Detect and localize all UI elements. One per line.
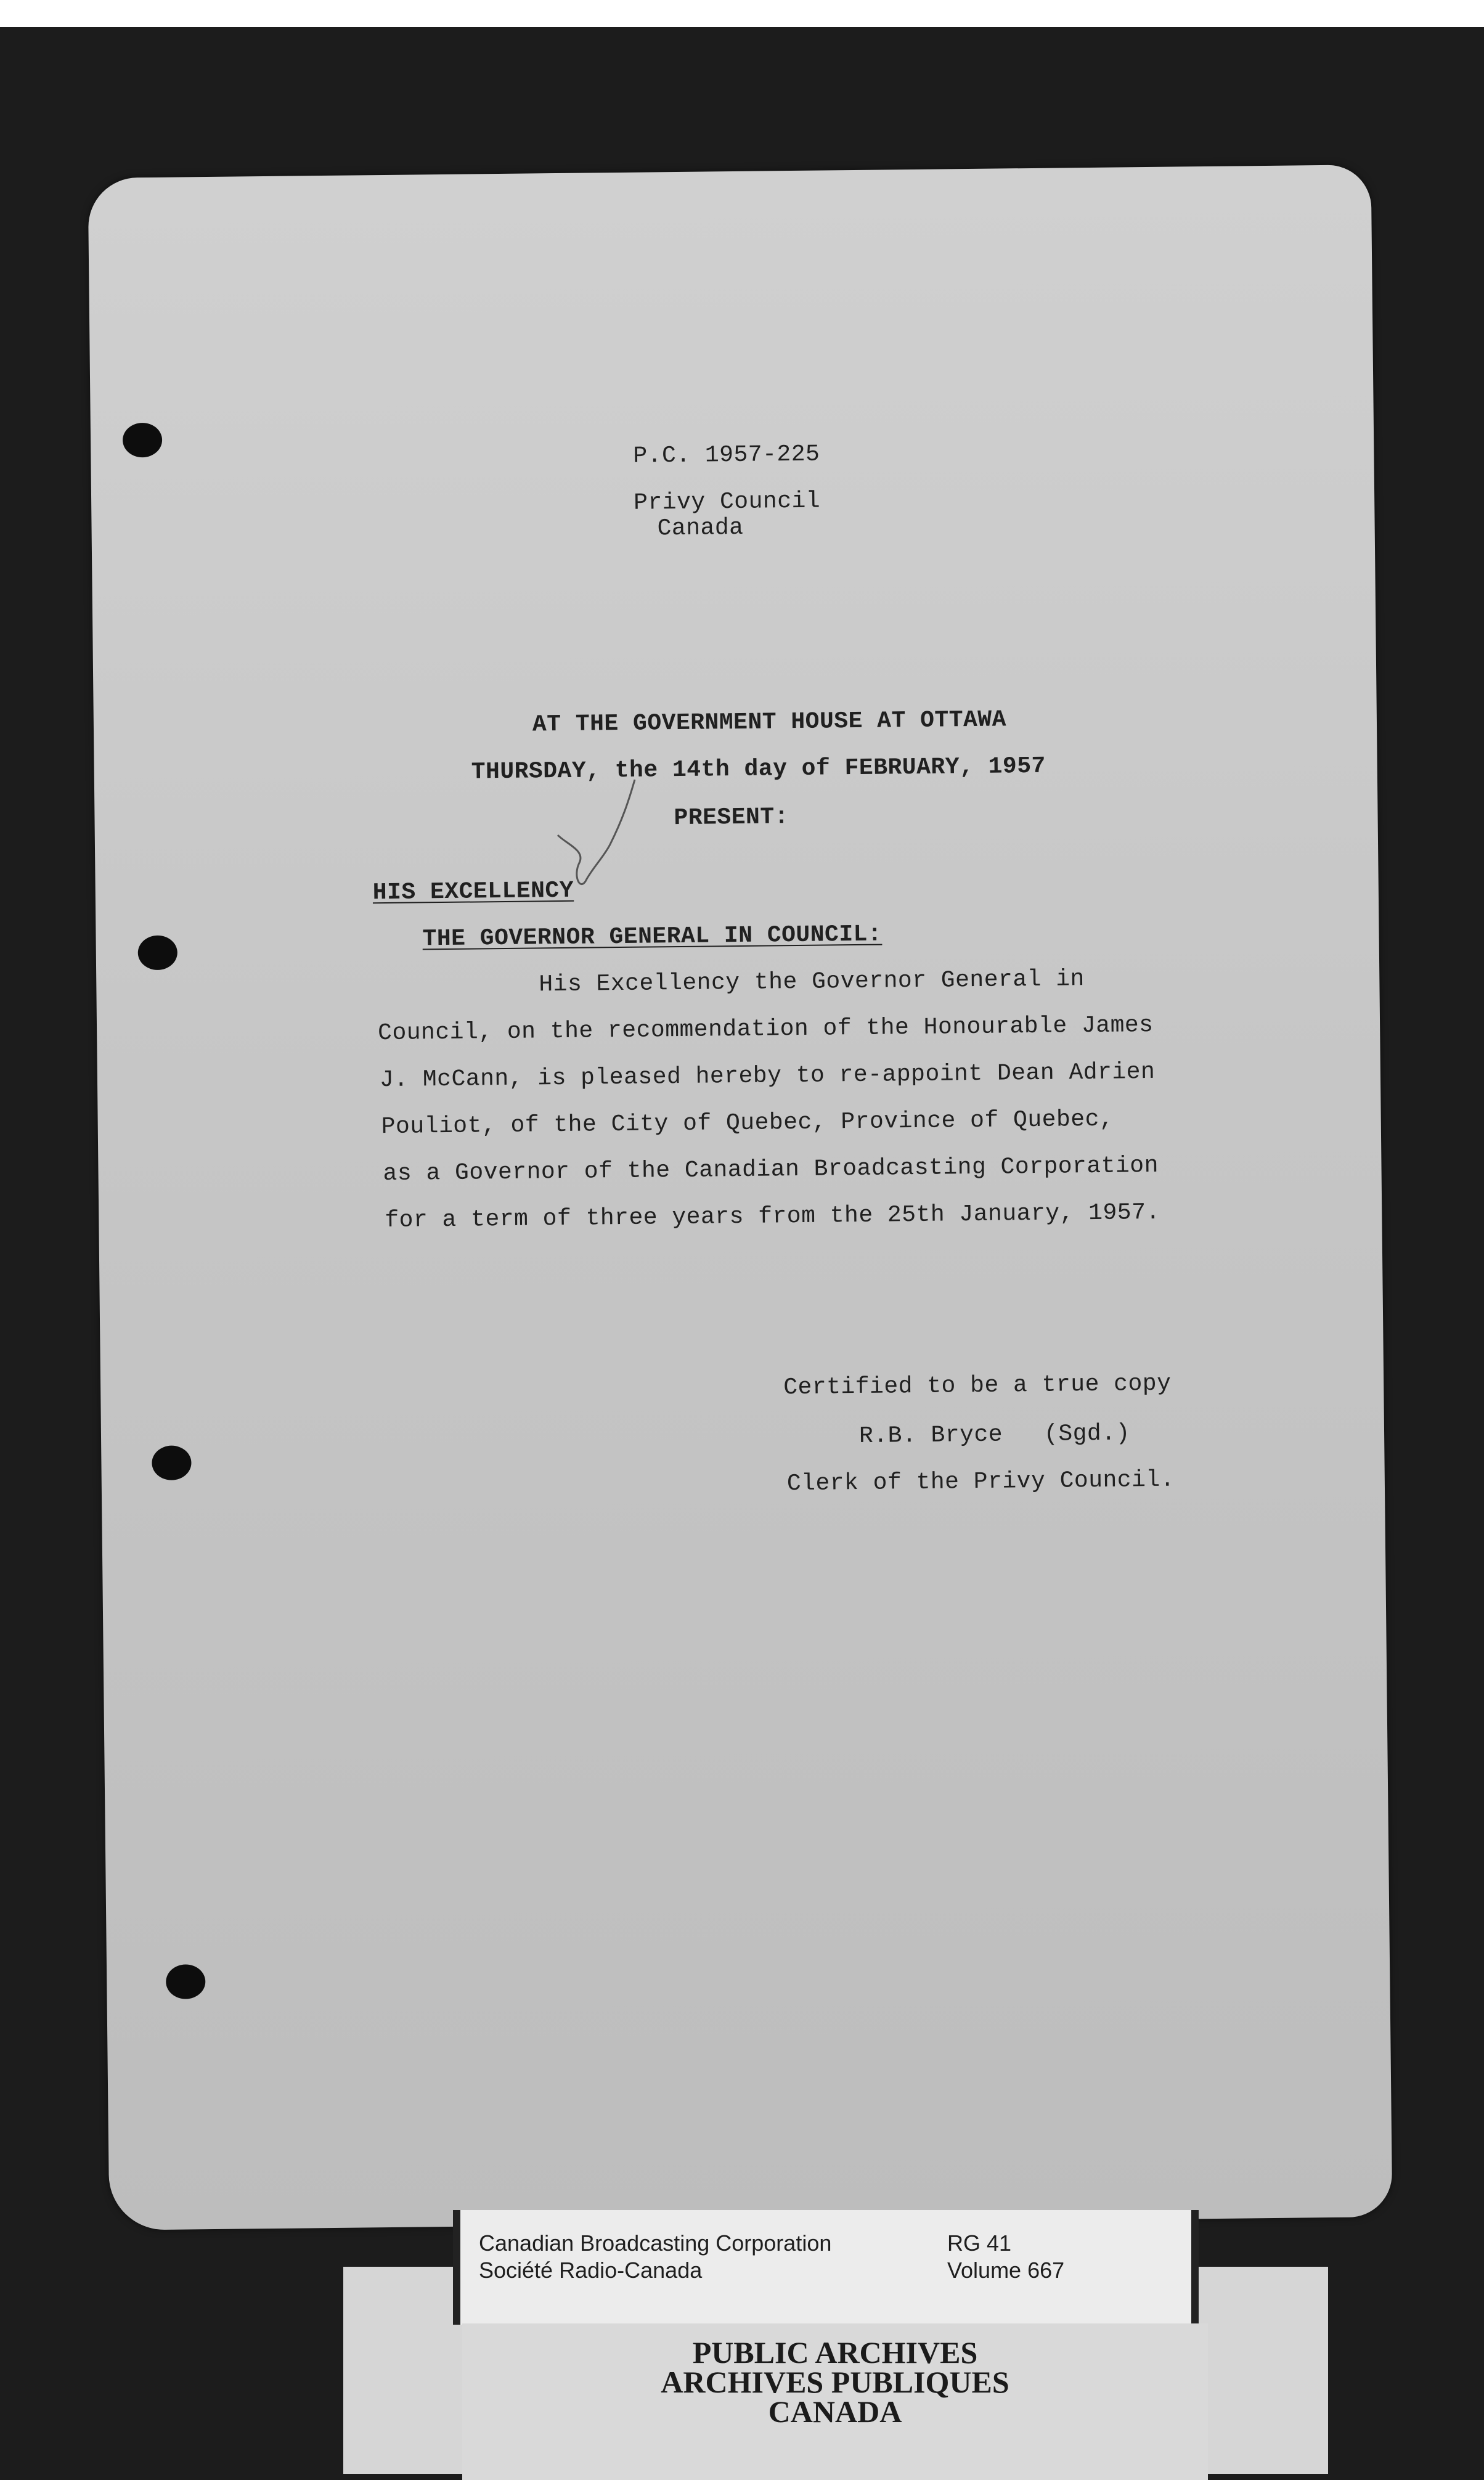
archive-label	[453, 2210, 1199, 2325]
body-line: Council, on the recommendation of the Honourable James	[377, 1011, 1154, 1047]
stamp-line-fr: ARCHIVES PUBLIQUES	[661, 2365, 1009, 2399]
stamp-line-en: PUBLIC ARCHIVES	[692, 2335, 978, 2370]
salutation-governor-general: THE GOVERNOR GENERAL IN COUNCIL:	[422, 921, 883, 953]
signer-title: Clerk of the Privy Council.	[786, 1466, 1175, 1498]
location-line: AT THE GOVERNMENT HOUSE AT OTTAWA	[532, 706, 1007, 738]
present-line: PRESENT:	[674, 804, 789, 832]
record-group: RG 41	[947, 2230, 1012, 2256]
date-line: THURSDAY, the 14th day of FEBRUARY, 1957	[471, 753, 1046, 786]
body-line: for a term of three years from the 25th January, 1957.	[385, 1199, 1160, 1234]
pen-scribble	[555, 777, 653, 894]
label-line-fr: Société Radio-Canada	[479, 2258, 703, 2283]
label-line-en: Canadian Broadcasting Corporation	[479, 2230, 832, 2256]
header-privy-council: Privy Council	[633, 487, 821, 516]
body-line: J. McCann, is pleased hereby to re-appoint Dean Adrien	[379, 1058, 1156, 1094]
body-line: Pouliot, of the City of Quebec, Province of Quebec,	[381, 1106, 1114, 1141]
punch-hole	[123, 423, 163, 458]
volume-number: Volume 667	[947, 2258, 1065, 2283]
punch-hole	[137, 936, 177, 971]
signed-mark: (Sgd.)	[1043, 1420, 1131, 1448]
signer-name: R.B. Bryce	[858, 1421, 1003, 1450]
stamp-line-canada: CANADA	[768, 2394, 902, 2429]
salutation-his-excellency: HIS EXCELLENCY	[372, 877, 574, 907]
punch-hole	[152, 1445, 192, 1480]
order-number: P.C. 1957-225	[633, 441, 820, 470]
header-canada: Canada	[657, 514, 744, 542]
body-line: as a Governor of the Canadian Broadcasting Corporation	[383, 1152, 1159, 1188]
certified-line: Certified to be a true copy	[783, 1370, 1172, 1401]
archives-stamp	[462, 2323, 1208, 2480]
body-line: His Excellency the Governor General in	[539, 966, 1085, 998]
punch-hole	[166, 1964, 206, 1999]
document-page	[88, 165, 1393, 2230]
